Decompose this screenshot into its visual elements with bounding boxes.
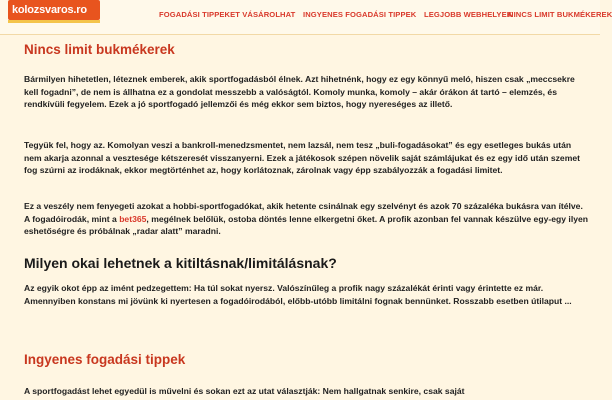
paragraph-profile: Tegyük fel, hogy az. Komolyan veszi a bankroll-menedzsmentet, nem lazsál, nem tesz „buli-fogadásokat” és egy esetleges bukás után nem akarja azonnal a vesztesége kétszeresét visszanyerni. Ezek a játékosok szépen növelik saját számlájukat és ez egy idő után szemet fog szúrni az irodáknak, ekkor megtörténhet az, hogy korlátoznak, zárolnak vagy épp szabályozzák a fogadási limitet. (24, 140, 580, 175)
paragraph-intro: Bármilyen hihetetlen, léteznek emberek, akik sportfogadásból élnek. Azt hihetnénk, hogy ez egy könnyű meló, hiszen csak „meccsekre kell fogadni”, de nem is állhatna ez a gondolat messzebb a valóságtól. Komoly munka, komoly – akár órákon át tartó – elemzés, és rendkívüli fegyelem. Ezek a jó sportfogadó jellemzői és még ekkor sem biztos, hogy nyereséges az illető. (24, 74, 575, 109)
section-title-free-tips: Ingyenes fogadási tippek (24, 352, 186, 367)
top-header (0, 0, 612, 34)
logo-text: kolozsvaros.ro (12, 4, 87, 16)
nav-item-buy-tips[interactable]: FOGADÁSI TIPPEKET VÁSÁROLHAT (159, 10, 296, 19)
nav-item-best-sites[interactable]: LEGJOBB WEBHELYEK (424, 10, 513, 19)
main-nav (0, 10, 612, 24)
paragraph-reasons: Az egyik okot épp az imént pedzegettem: Ha túl sokat nyersz. Valószínűleg a profik nagy százalékát érinti vagy érintette ez már. Amennyiben konstans mi jövünk ki nyertesen a fogadóirodából, előbb-utóbb limitálni fognak bennünket. Rosszabb esetben útilaput ... (24, 283, 572, 306)
bet365-link[interactable]: bet365 (119, 213, 147, 224)
section-subtitle: Milyen okai lehetnek a kitiltásnak/limitálásnak? (24, 255, 337, 271)
paragraph-risk-text-1: Ez a veszély nem fenyegeti azokat a hobbi-sportfogadókat, akik hetente csinálnak egy szelvényt és azok 70 százaléka bukásra van ítélve. A fogadóirodák, mint a (24, 201, 583, 224)
paragraph-free-tips: A sportfogadást lehet egyedül is művelni és sokan ezt az utat választják: Nem hallgatnak senkire, csak saját (24, 386, 465, 396)
nav-item-no-limit[interactable]: NINCS LIMIT BUKMÉKEREK (508, 10, 612, 19)
paragraph-risk-text-2: , megélnek belőlük, ostoba döntés lenne elkergetni őket. A profik azonban fel vannak készülve egy-egy ilyen eshetőségre és próbálnak „radar alatt” maradni. (24, 213, 589, 236)
paragraph-risk (24, 200, 590, 238)
page-title: Nincs limit bukmékerek (24, 42, 175, 57)
nav-item-free-tips[interactable]: INGYENES FOGADÁSI TIPPEK (303, 10, 417, 19)
header-divider (0, 34, 600, 35)
